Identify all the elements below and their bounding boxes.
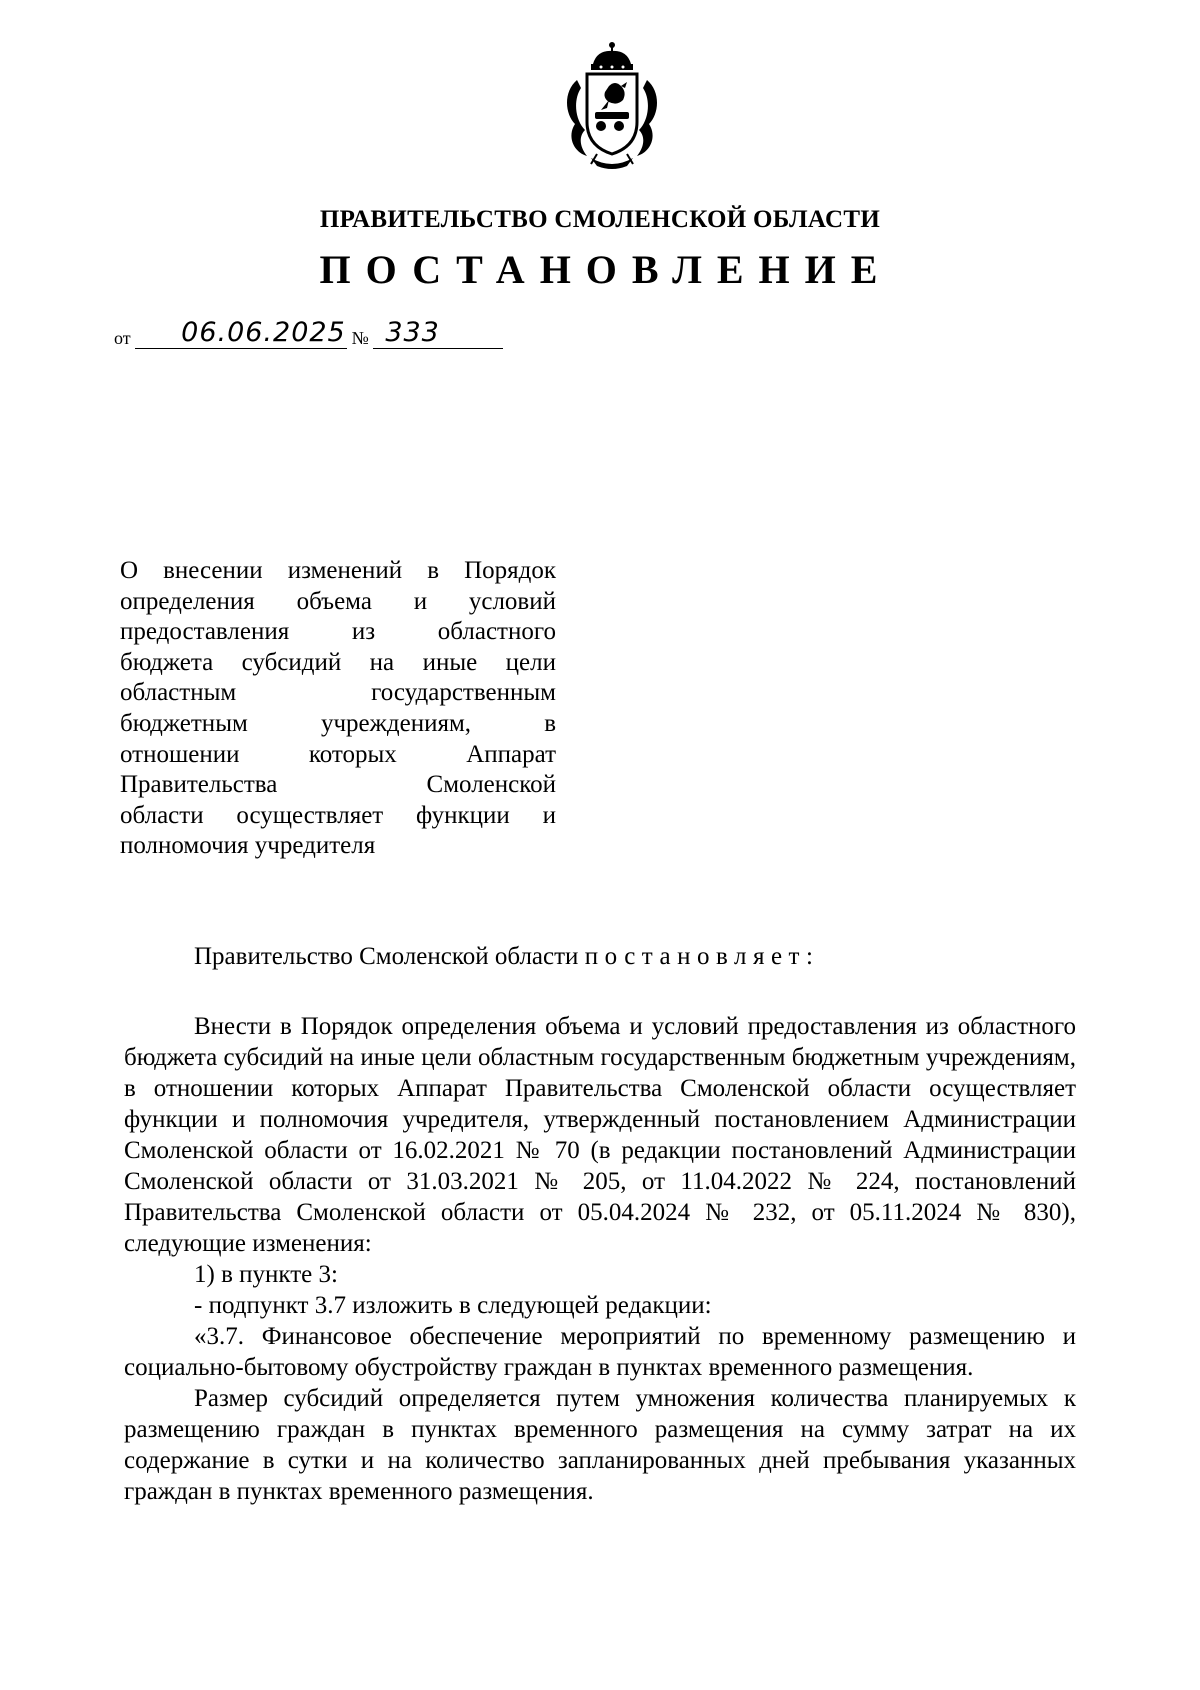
paragraph-subsidy-size: Размер субсидий определяется путем умножения количества планируемых к размещению граждан в пунктах временного размещения на сумму затрат на их содержание в сутки и на количество запланированных дней пребывания указанных граждан в пунктах временного размещения. <box>124 1385 1076 1505</box>
paragraph-subitem: - подпункт 3.7 изложить в следующей редакции: <box>194 1292 712 1319</box>
coat-of-arms-icon <box>557 40 667 172</box>
number-sign-label: № <box>351 328 369 348</box>
decree-verb: постановляет: <box>584 943 820 970</box>
title-line: полномочия учредителя <box>120 832 376 860</box>
document-type-heading: ПОСТАНОВЛЕНИЕ <box>319 247 893 292</box>
date-from-label: от <box>114 328 131 348</box>
document-date: 06.06.2025 <box>135 318 347 349</box>
paragraph-item-1: 1) в пункте 3: <box>194 1261 338 1288</box>
date-number-line <box>114 318 503 349</box>
body-paragraph <box>124 1321 1076 1383</box>
body-paragraph <box>124 1383 1076 1507</box>
title-line: бюджета субсидий на иные цели <box>120 648 556 676</box>
title-line: определения объема и условий <box>120 587 556 615</box>
decree-statement <box>194 942 819 972</box>
title-line: бюджетным учреждениям, в <box>120 709 556 737</box>
document-number: 333 <box>373 318 503 349</box>
title-line: предоставления из областного <box>120 618 556 646</box>
paragraph-main-change: Внести в Порядок определения объема и условий предоставления из областного бюджета субсидий на иные цели областным государственным бюджетным учреждениям, в отношении которых Аппарат Правительства Смоленской области осуществляет функции и полномочия учредителя, утвержденный постановлением Администрации Смоленской области от 16.02.2021 № 70 (в редакции постановлений Администрации Смоленской области от 31.03.2021 № 205, от 11.04.2022 № 224, постановлений Правительства Смоленской области от 05.04.2024 № 232, от 05.11.2024 № 830), следующие изменения: <box>124 1013 1076 1257</box>
decree-lead: Правительство Смоленской области <box>194 943 585 970</box>
paragraph-3-7: «3.7. Финансовое обеспечение мероприятий по временному размещению и социально-бытовому обустройству граждан в пунктах временного размещения. <box>124 1323 1076 1381</box>
title-line: отношении которых Аппарат <box>120 740 556 768</box>
title-line: О внесении изменений в Порядок <box>120 557 556 584</box>
title-line: Правительства Смоленской <box>120 771 556 799</box>
organization-name: ПРАВИТЕЛЬСТВО СМОЛЕНСКОЙ ОБЛАСТИ <box>319 206 881 233</box>
body-paragraph <box>124 1290 1076 1321</box>
body-paragraph <box>124 1011 1076 1259</box>
title-line: областным государственным <box>120 679 556 707</box>
body-paragraph <box>124 1259 1076 1290</box>
document-title <box>120 556 556 862</box>
title-line: области осуществляет функции и <box>120 801 556 829</box>
